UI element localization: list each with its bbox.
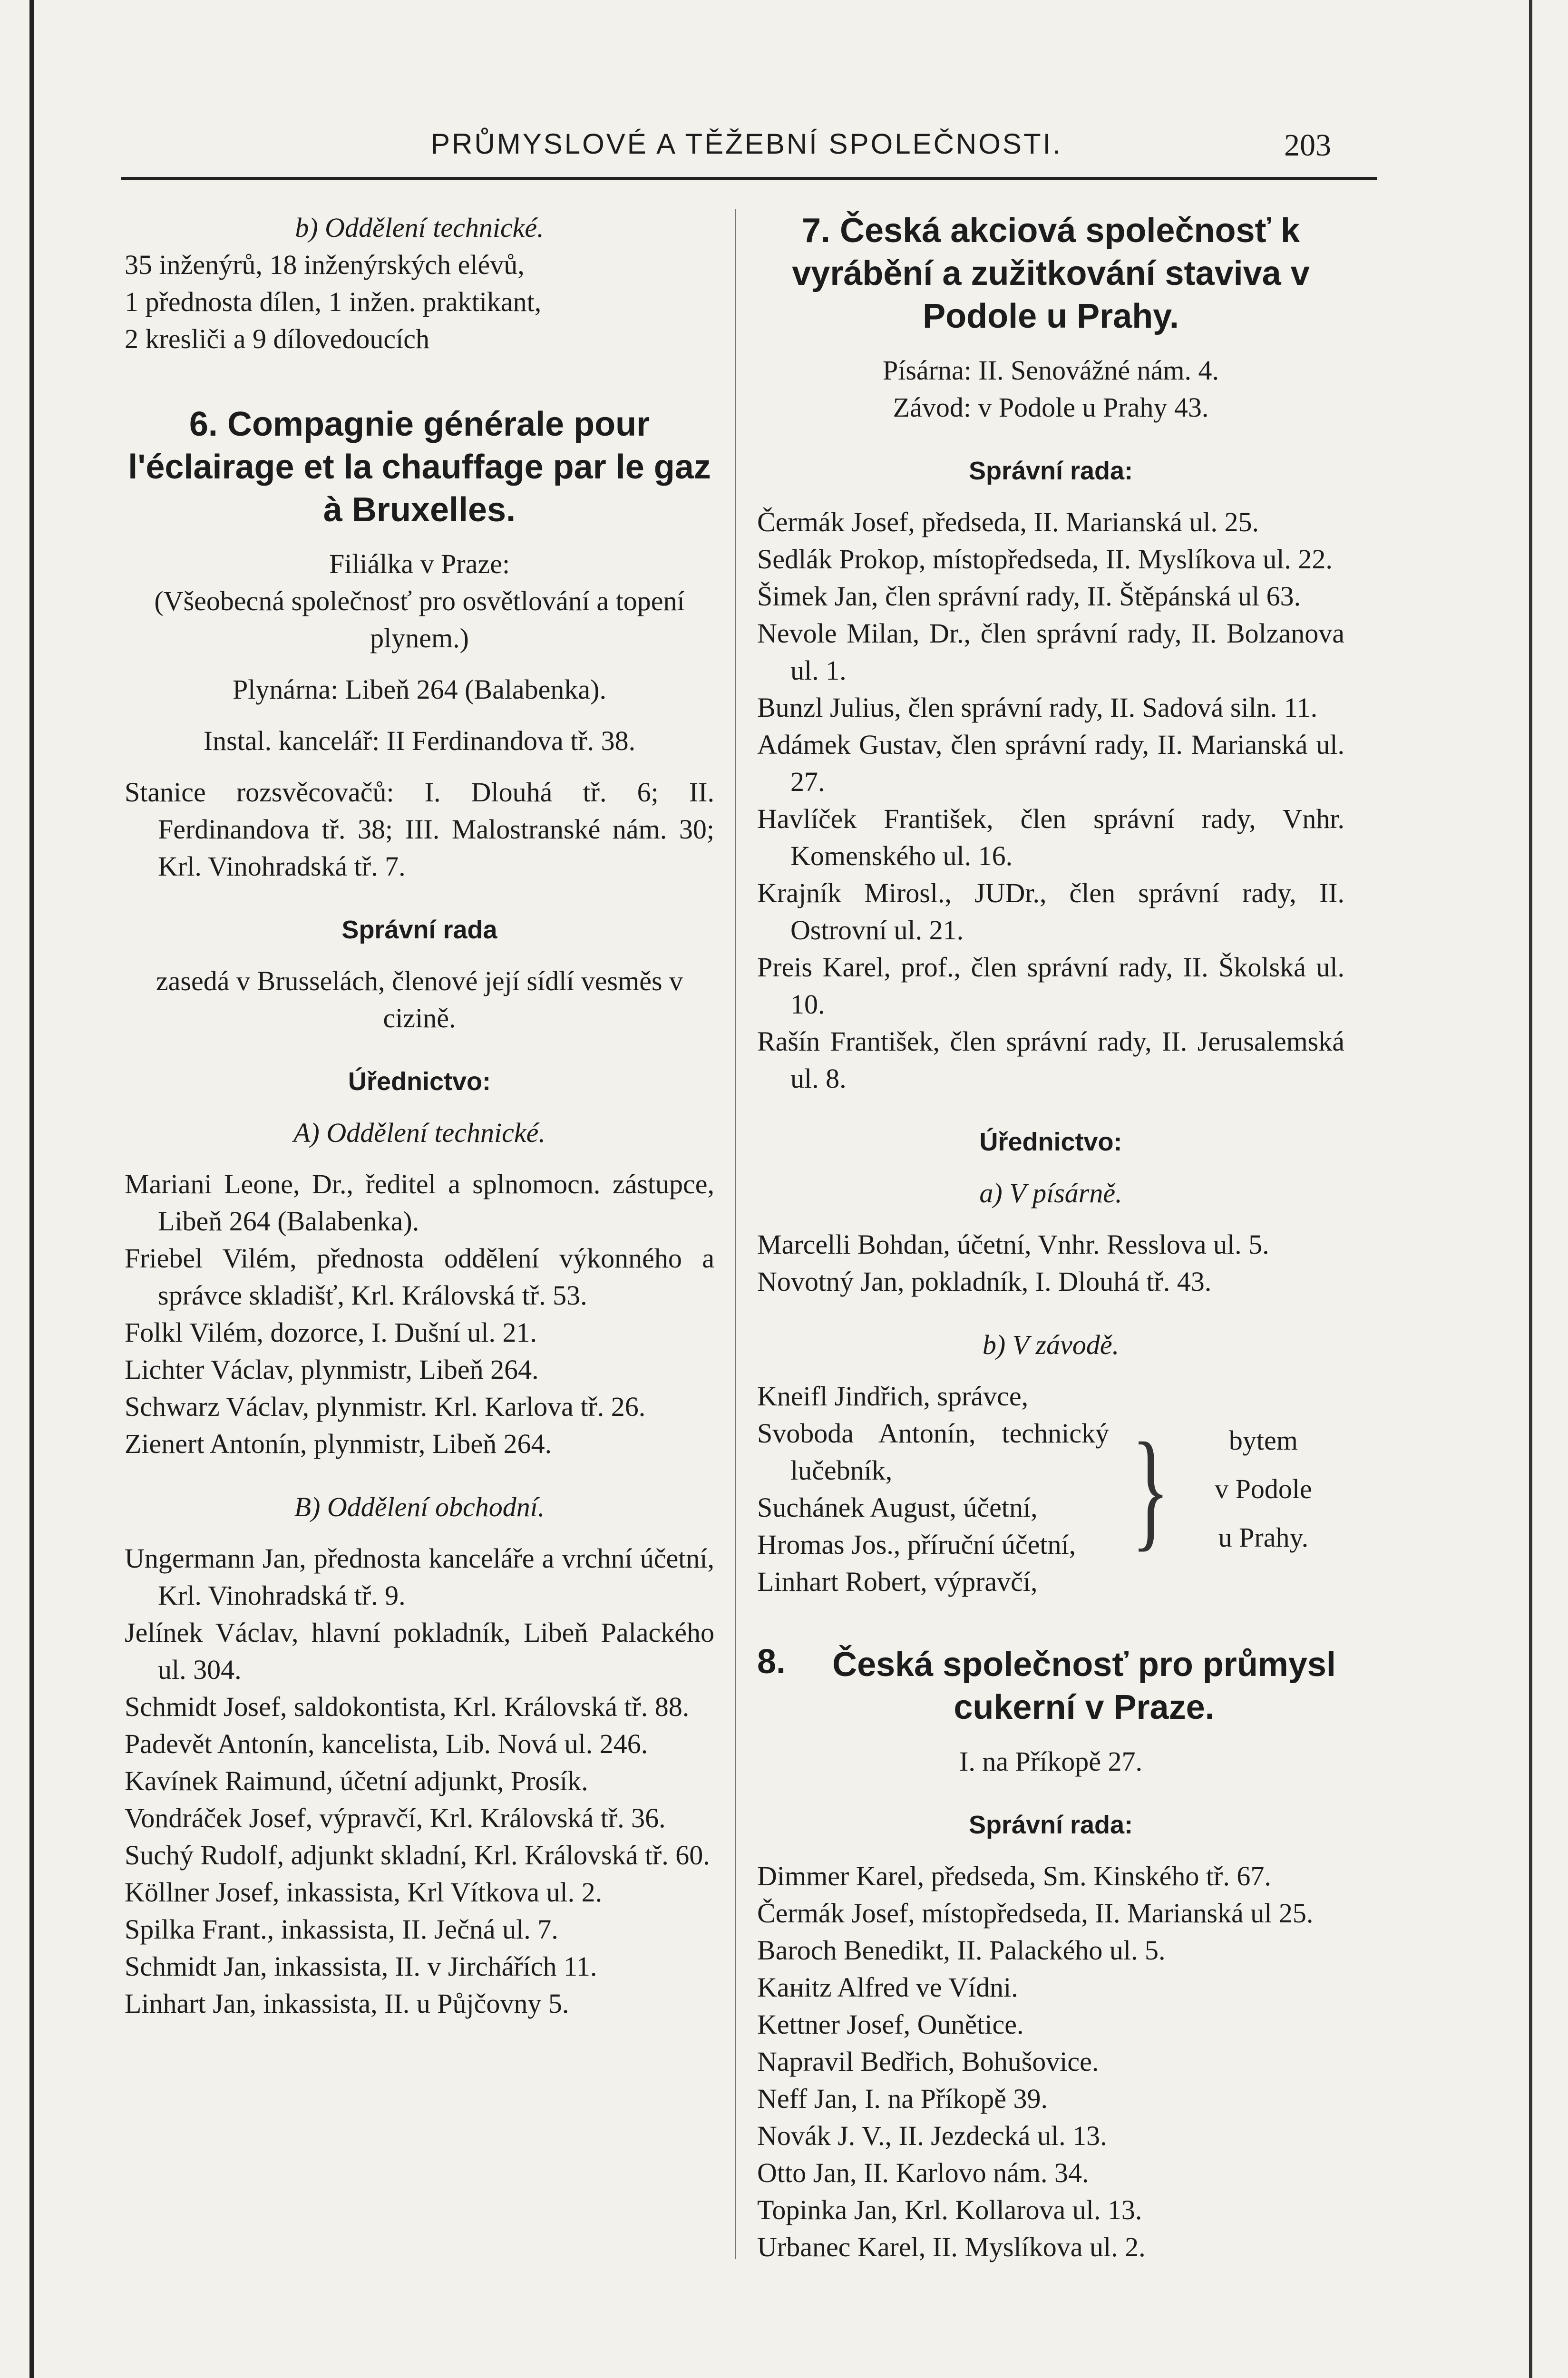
list-item: Čermák Josef, místopředseda, II. Marianská ul 25. bbox=[757, 1898, 1314, 1929]
list-item: Vondráček Josef, výpravčí, Krl. Královská tř. 36. bbox=[125, 1803, 666, 1833]
list-item: Havlíček František, člen správní rady, Vnhr. Komenského ul. 16. bbox=[757, 803, 1344, 871]
list-item: Schwarz Václav, plynmistr. Krl. Karlova tř. 26. bbox=[125, 1391, 646, 1422]
list-item: Lichter Václav, plynmistr, Libeň 264. bbox=[125, 1354, 539, 1385]
board-heading: Správní rada: bbox=[968, 457, 1133, 485]
company-8-number: 8. bbox=[757, 1643, 786, 1681]
residence-line: bytem bbox=[1228, 1425, 1298, 1456]
right-column bbox=[757, 209, 1344, 2266]
installation-office: Instal. kancelář: II Ferdinandova tř. 38. bbox=[203, 725, 636, 756]
list-item: Preis Karel, prof., člen správní rady, II. Školská ul. 10. bbox=[757, 952, 1344, 1020]
list-item: Jelínek Václav, hlavní pokladník, Libeň Palackého ul. 304. bbox=[125, 1617, 714, 1685]
gasworks-address: Plynárna: Libeň 264 (Balabenka). bbox=[233, 674, 606, 705]
list-item: Urbanec Karel, II. Myslíkova ul. 2. bbox=[757, 2232, 1146, 2262]
board-heading-8: Správní rada: bbox=[968, 1811, 1133, 1839]
board-list bbox=[757, 504, 1344, 1097]
board-heading: Správní rada bbox=[341, 916, 497, 944]
staff-heading: Úřednictvo: bbox=[979, 1128, 1122, 1156]
list-item: Linhart Robert, výpravčí, bbox=[757, 1566, 1038, 1597]
list-item: Baroch Benedikt, II. Palackého ul. 5. bbox=[757, 1935, 1166, 1966]
works-staff-names bbox=[757, 1378, 1109, 1600]
list-item: Kaнitz Alfred ve Vídni. bbox=[757, 1972, 1018, 2003]
list-item: Spilka Frant., inkassista, II. Ječná ul. 7. bbox=[125, 1914, 558, 1945]
lighting-stations: Stanice rozsvěcovačů: I. Dlouhá tř. 6; II. Ferdinandova tř. 38; III. Malostranské nám. 30; Krl. Vinohradská tř. 7. bbox=[125, 777, 714, 882]
section-a-list bbox=[125, 1166, 714, 1462]
company-8-title bbox=[757, 1643, 1344, 1729]
list-item: Ungermann Jan, přednosta kanceláře a vrchní účetní, Krl. Vinohradská tř. 9. bbox=[125, 1543, 714, 1611]
header-rule bbox=[121, 177, 1377, 180]
company-6-title: 6. Compagnie générale pour l'éclairage et la chauffage par le gaz à Bruxelles. bbox=[128, 405, 711, 529]
works-staff-heading: b) V závodě. bbox=[982, 1329, 1120, 1360]
list-item: Friebel Vilém, přednosta oddělení výkonného a správce skladišť, Krl. Královská tř. 53. bbox=[125, 1243, 714, 1311]
list-item: Adámek Gustav, člen správní rady, II. Marianská ul. 27. bbox=[757, 729, 1344, 797]
list-item: Linhart Jan, inkassista, II. u Půjčovny 5. bbox=[125, 1988, 569, 2019]
list-item: Zienert Antonín, plynmistr, Libeň 264. bbox=[125, 1428, 552, 1459]
works-address: Závod: v Podole u Prahy 43. bbox=[893, 392, 1209, 423]
list-item: Sedlák Prokop, místopředseda, II. Myslíkova ul. 22. bbox=[757, 544, 1333, 575]
section-b-staff bbox=[125, 246, 714, 358]
list-item: Novotný Jan, pokladník, I. Dlouhá tř. 43. bbox=[757, 1266, 1212, 1297]
section-a-heading: A) Oddělení technické. bbox=[293, 1117, 545, 1148]
office-staff-list bbox=[757, 1226, 1344, 1300]
staff-line: 1 přednosta dílen, 1 inžen. praktikant, bbox=[125, 286, 542, 317]
page-edge-left bbox=[29, 0, 34, 2378]
list-item: Folkl Vilém, dozorce, I. Dušní ul. 21. bbox=[125, 1317, 537, 1348]
office-address: Písárna: II. Senovážné nám. 4. bbox=[882, 355, 1219, 386]
list-item: Svoboda Antonín, technický lučebník, bbox=[757, 1418, 1109, 1486]
list-item: Kneifl Jindřich, správce, bbox=[757, 1381, 1029, 1412]
list-item: Napravil Bedřich, Bohušovice. bbox=[757, 2046, 1099, 2077]
column-rule bbox=[735, 209, 736, 2259]
section-b-technical-heading: b) Oddělení technické. bbox=[295, 212, 544, 243]
list-item: Köllner Josef, inkassista, Krl Vítkova ul. 2. bbox=[125, 1877, 603, 1908]
list-item: Hromas Jos., příruční účetní, bbox=[757, 1529, 1076, 1560]
board-note: zasedá v Brusselách, členové její sídlí vesměs v cizině. bbox=[156, 965, 683, 1033]
company-8-name: Česká společnosť pro průmysl cukerní v Praze. bbox=[832, 1646, 1336, 1726]
list-item: Dimmer Karel, předseda, Sm. Kinského tř. 67. bbox=[757, 1861, 1271, 1891]
list-item: Krajník Mirosl., JUDr., člen správní rady, II. Ostrovní ul. 21. bbox=[757, 877, 1344, 945]
list-item: Bunzl Julius, člen správní rady, II. Sadová siln. 11. bbox=[757, 692, 1318, 723]
list-item: Nevole Milan, Dr., člen správní rady, II. Bolzanova ul. 1. bbox=[757, 618, 1344, 686]
running-header: PRŮMYSLOVÉ A TĚŽEBNÍ SPOLEČNOSTI. bbox=[431, 128, 1062, 160]
list-item: Novák J. V., II. Jezdecká ul. 13. bbox=[757, 2120, 1107, 2151]
list-item: Neff Jan, I. na Příkopě 39. bbox=[757, 2083, 1048, 2114]
company-8-address: I. na Příkopě 27. bbox=[959, 1746, 1142, 1777]
list-item: Suchý Rudolf, adjunkt skladní, Krl. Královská tř. 60. bbox=[125, 1840, 710, 1871]
curly-brace-icon: } bbox=[1131, 1415, 1170, 1563]
list-item: Schmidt Jan, inkassista, II. v Jirchářích 11. bbox=[125, 1951, 597, 1982]
company-7-title: 7. Česká akciová společnosť k vyrábění a zužitkování staviva v Podole u Prahy. bbox=[792, 212, 1310, 335]
list-item: Kettner Josef, Ounětice. bbox=[757, 2009, 1024, 2040]
list-item: Šimek Jan, člen správní rady, II. Štěpánská ul 63. bbox=[757, 581, 1301, 612]
residence-note bbox=[1192, 1416, 1334, 1562]
residence-line: v Podole bbox=[1215, 1473, 1312, 1504]
list-item: Čermák Josef, předseda, II. Marianská ul. 25. bbox=[757, 507, 1259, 537]
section-b-list bbox=[125, 1540, 714, 2022]
list-item: Otto Jan, II. Karlovo nám. 34. bbox=[757, 2157, 1089, 2188]
page-edge-right bbox=[1529, 0, 1532, 2378]
list-item: Kavínek Raimund, účetní adjunkt, Prosík. bbox=[125, 1765, 588, 1796]
page-number: 203 bbox=[1284, 128, 1331, 163]
list-item: Schmidt Josef, saldokontista, Krl. Královská tř. 88. bbox=[125, 1691, 690, 1722]
staff-line: 2 kresliči a 9 dílovedoucích bbox=[125, 323, 430, 354]
section-b-heading: B) Oddělení obchodní. bbox=[294, 1491, 545, 1522]
staff-line: 35 inženýrů, 18 inženýrských elévů, bbox=[125, 249, 525, 280]
branch-label: Filiálka v Praze: bbox=[329, 548, 510, 579]
list-item: Mariani Leone, Dr., ředitel a splnomocn. zástupce, Libeň 264 (Balabenka). bbox=[125, 1169, 714, 1237]
list-item: Topinka Jan, Krl. Kollarova ul. 13. bbox=[757, 2194, 1142, 2225]
list-item: Suchánek August, účetní, bbox=[757, 1492, 1038, 1523]
residence-line: u Prahy. bbox=[1218, 1522, 1309, 1553]
office-staff-heading: a) V písárně. bbox=[979, 1178, 1122, 1208]
list-item: Marcelli Bohdan, účetní, Vnhr. Resslova ul. 5. bbox=[757, 1229, 1269, 1260]
works-staff-group bbox=[757, 1378, 1344, 1600]
left-column bbox=[125, 209, 714, 2022]
board-list-8 bbox=[757, 1858, 1344, 2266]
list-item: Rašín František, člen správní rady, II. Jerusalemská ul. 8. bbox=[757, 1026, 1344, 1094]
branch-description: (Všeobecná společnosť pro osvětlování a topení plynem.) bbox=[154, 585, 685, 653]
staff-heading: Úřednictvo: bbox=[348, 1067, 491, 1096]
list-item: Padevět Antonín, kancelista, Lib. Nová ul. 246. bbox=[125, 1728, 648, 1759]
